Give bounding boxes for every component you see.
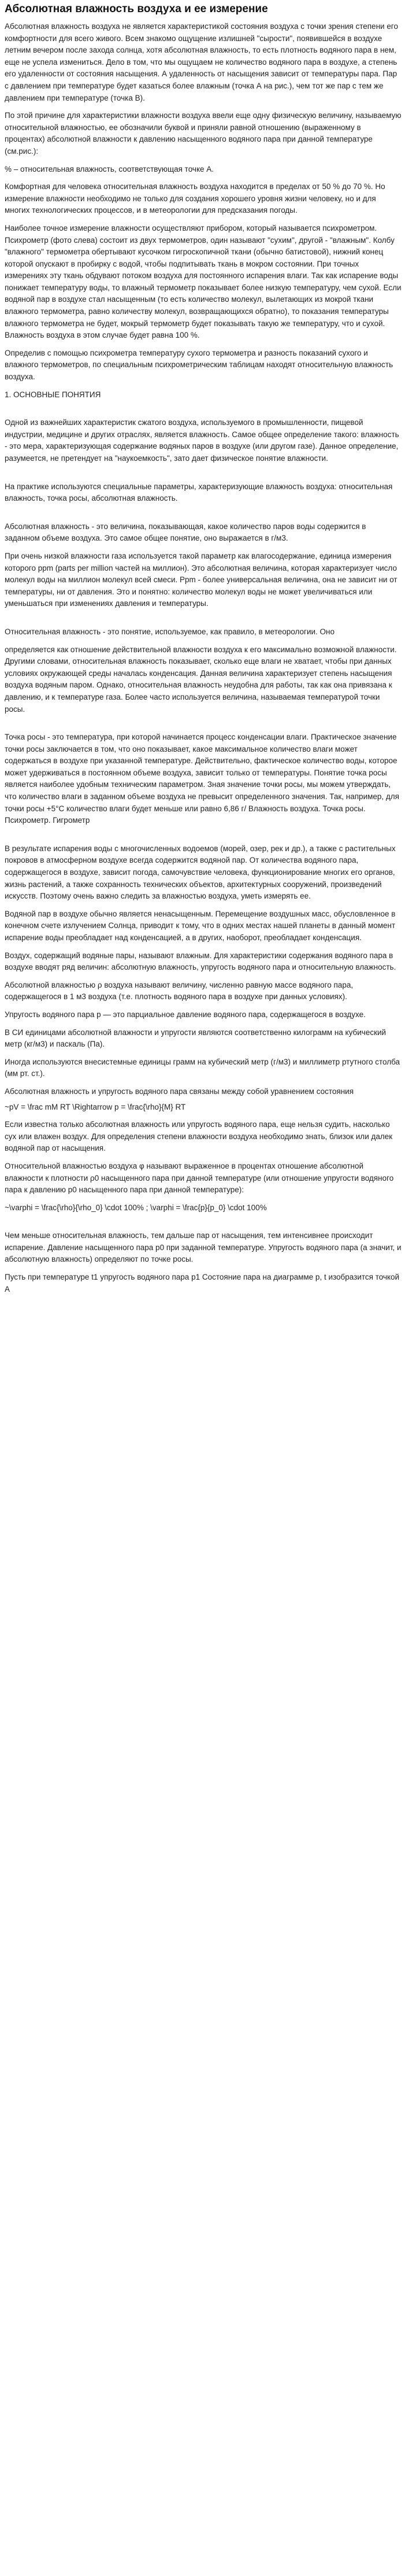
paragraph: В результате испарения воды с многочисленных водоемов (морей, озер, рек и др.), а также с растительных покровов в атмосферном воздухе всегда содержится водяной пар. От количества водяного пара, содержащегося в воздухе, зависит погода, самочувствие человека, функционирование многих его органов, жизнь растений, а также сохранность технических объектов, архитектурных сооружений, произведений искусств. Поэтому очень важно следить за влажностью воздуха, уметь измерять ее. <box>5 844 396 901</box>
paragraph: Водяной пар в воздухе обычно является ненасыщенным. Перемещение воздушных масс, обусловленное в конечном счете излучением Солнца, приводит к тому, что в одних местах нашей планеты в данный момент испарение воды преобладает над конденсацией, а в других, наоборот, преобладает конденсация. <box>5 909 396 942</box>
paragraph: Пусть при температуре t1 упругость водяного пара p1 Состояние пара на диаграмме p, t изобразится точкой А <box>5 1273 400 1293</box>
paragraph: Относительной влажностью воздуха φ называют выраженное в процентах отношение абсолютной влажности к плотности ρ0 насыщенного пара при данной температуре (или отношение упругости водяного пара к давлению p0 насыщенного пара при данной температуре): <box>5 1161 394 1195</box>
paragraph: Относительная влажность - это понятие, используемое, как правило, в метеорологии. Оно <box>5 627 335 636</box>
paragraph: Абсолютная влажность и упругость водяного пара связаны между собой уравнением состояния <box>5 1086 354 1096</box>
page-title: Абсолютная влажность воздуха и ее измерение <box>5 3 268 15</box>
paragraph: Чем меньше относительная влажность, тем дальше пар от насыщения, тем интенсивнее происходит испарение. Давление насыщенного пара p0 при заданной температуре. Упругость водяного пара (а значит, и абсолютную влажность) определяют по точке росы. <box>5 1231 402 1264</box>
paragraph: % – относительная влажность, соответствующая точке А. <box>5 164 214 173</box>
formula-text: ~pV = \frac mM RT \Rightarrow p = \frac{\rho}{M} RT <box>5 1102 186 1111</box>
formula-text: ~\varphi = \frac{\rho}{\rho_0} \cdot 100% ; \varphi = \frac{p}{p_0} \cdot 100% <box>5 1203 267 1212</box>
paragraph: Наиболее точное измерение влажности осуществляют прибором, который называется психрометром. Психрометр (фото слева) состоит из двух термометров, один называют "сухим", другой - "влажным". Колбу "влажного" термометра обертывают кусочком гигроскопичной ткани (обычно батистовой), нижний конец которой опускают в пробирку с водой, чтобы подпитывать ткань в мокром состоянии. При точных измерениях эту ткань обдувают потоком воздуха для постоянного испарения влаги. Так как испарение воды понижает температуру воды, то влажный термометр показывает более низкую температуру, чем сухой. Если водяной пар в воздухе стал насыщенным (то есть количество молекул, вылетающих из мокрой ткани влажного термометра, равно количеству молекул, возвращающихся обратно), то показания температуры влажного термометра не будет, мокрый термометр будет показывать такую же температуру, что и сухой. Влажность воздуха в этом случае будет равна 100 %. <box>5 223 402 340</box>
paragraph: Упругость водяного пара p — это парциальное давление водяного пара, содержащегося в воздухе. <box>5 1010 366 1019</box>
paragraph: На практике используются специальные параметры, характеризующие влажность воздуха: относительная влажность, точка росы, абсолютная влажность. <box>5 482 393 503</box>
article <box>0 2 405 1295</box>
paragraph: Абсолютная влажность - это величина, показывающая, какое количество паров воды содержится в заданном объеме воздуха. Это самое общее понятие, оно выражается в г/м3. <box>5 522 366 543</box>
paragraph: определяется как отношение действительной влажности воздуха к его максимально возможной влажности. Другими словами, относительная влажность показывает, сколько еще влаги не хватает, чтобы при данных условиях окружающей среды началась конденсация. Данная величина характеризует степень насыщения воздуха водяным паром. Однако, относительная влажность неудобна для работы, так как она привязана к давлению, и к температуре газа. Более часто используется величина, называемая температурой точки росы. <box>5 645 397 714</box>
paragraph: Абсолютной влажностью ρ воздуха называют величину, численно равную массе водяного пара, содержащегося в 1 м3 воздуха (т.е. плотность водяного пара в воздухе при данных условиях). <box>5 980 354 1001</box>
paragraph: Воздух, содержащий водяные пары, называют влажным. Для характеристики содержания водяного пара в воздухе вводят ряд величин: абсолютную влажность, упругость водяного пара и относительную влажность. <box>5 951 396 972</box>
paragraph: Одной из важнейших характеристик сжатого воздуха, используемого в промышленности, пищевой индустрии, медицине и других отраслях, является влажность. Самое общее определение такого: влажность - это мера, характеризующая содержание водяных паров в воздухе (или другом газе). Данное определение, разумеется, не претендует на "наукоемкость", зато дает физическое понятие влажности. <box>5 418 399 463</box>
paragraph: Иногда используются внесистемные единицы грамм на кубический метр (г/м3) и миллиметр ртутного столба (мм рт. ст.). <box>5 1057 400 1078</box>
paragraph: Если известна только абсолютная влажность или упругость водяного пара, еще нельзя судить, насколько сух или влажен воздух. Для определения степени влажности воздуха необходимо знать, близок или далек водяной пар от насыщения. <box>5 1120 393 1153</box>
paragraph: Точка росы - это температура, при которой начинается процесс конденсации влаги. Практическое значение точки росы заключается в том, что оно показывает, какое максимальное количество влаги может содержаться в воздухе при указанной температуре. Действительно, фактическое количество воды, которое может удерживаться в постоянном объеме воздуха, зависит только от температуры. Понятие точка росы является наиболее удобным техническим параметром. Зная значение точки росы, мы можем утверждать, что количество влаги в заданном объеме воздуха не превысит определенного значения. Так, например, для точки росы +5°С количество влаги будет меньше или равно 6,86 г/ Влажность воздуха. Точка росы. Психрометр. Гигрометр <box>5 733 399 825</box>
paragraph: По этой причине для характеристики влажности воздуха ввели еще одну физическую величину, называемую относительной влажностью, ее обозначили буквой и приняли равной отношению (выраженному в процентах) абсолютной влажности к давлению насыщенного водяного пара при данной температуре (см.рис.): <box>5 111 402 156</box>
paragraph: При очень низкой влажности газа используется такой параметр как влагосодержание, единица измерения которого ppm (parts per million частей на миллион). Это абсолютная величина, которая характеризует число молекул воды на миллион молекул всей смеси. Ppm - более универсальная величина, она не зависит ни от температуры, ни от давления. Это и понятно: количество молекул воды не может увеличиваться или уменьшаться при изменениях давления и температуры. <box>5 551 397 608</box>
paragraph: Абсолютная влажность воздуха не является характеристикой состояния воздуха с точки зрения степени его комфортности для всего живого. Всем знакомо ощущение излишней "сырости", появившейся в воздухе летним вечером после захода солнца, хотя абсолютная влажность, то есть плотность водяного пара в нем, еще не успела измениться. Дело в том, что мы ощущаем не количество водяного пара в воздухе, а степень его удаленности от состояния насыщения. А удаленность от насыщения зависит от температуры пара. Пар с давлением при температуре будет казаться более влажным (точка А на рис.), чем тот же пар с тем же давлением при температуре (точка B). <box>5 22 398 102</box>
paragraph: В СИ единицами абсолютной влажности и упругости являются соответственно килограмм на кубический метр (кг/м3) и паскаль (Па). <box>5 1028 387 1049</box>
section-heading: 1. ОСНОВНЫЕ ПОНЯТИЯ <box>5 390 101 399</box>
paragraph: Определив с помощью психрометра температуру сухого термометра и разность показаний сухого и влажного термометров, по специальным психрометрическим таблицам находят относительную влажность воздуха. <box>5 348 393 382</box>
paragraph: Комфортная для человека относительная влажность воздуха находится в пределах от 50 % до 70 %. Но измерение влажности необходимо не только для создания хорошего уровня жизни человеку, но и для многих технологических процессов, и в метеорологии для предсказания погоды. <box>5 182 385 215</box>
